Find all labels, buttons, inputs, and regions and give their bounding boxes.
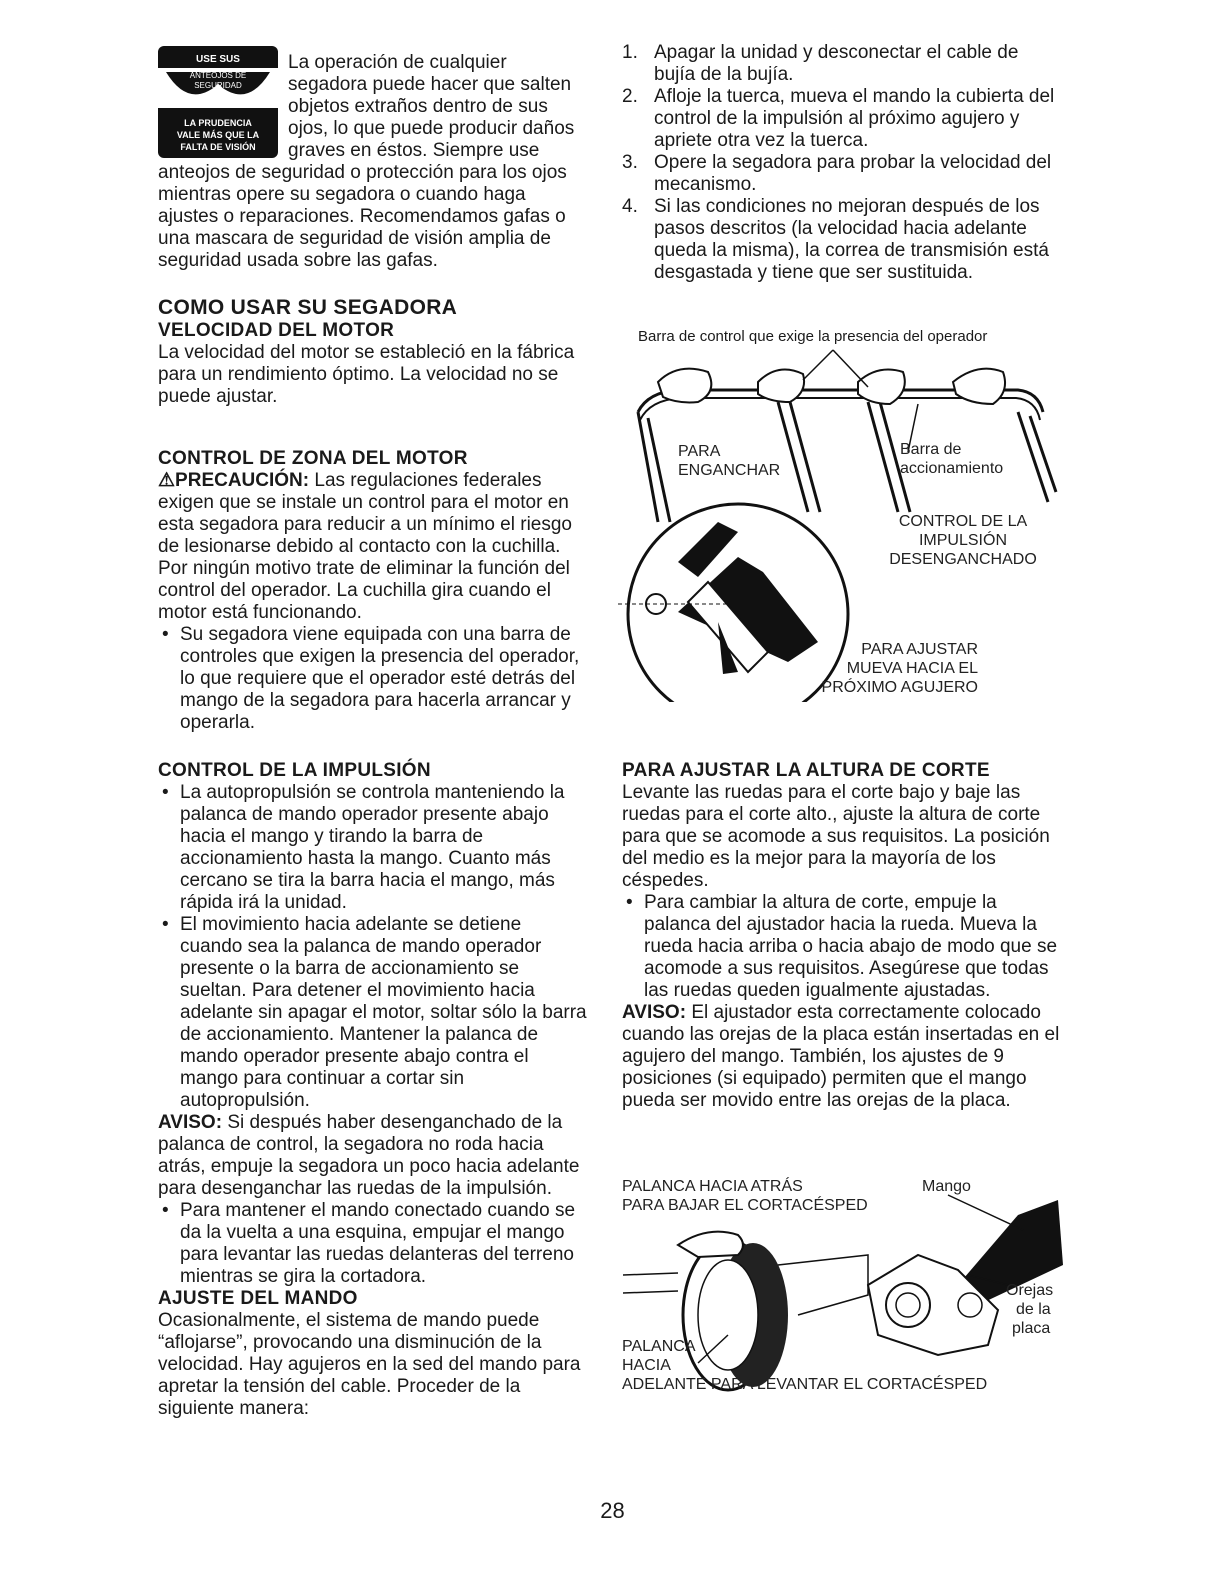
step-4-number: 4. xyxy=(622,196,638,217)
fig2-label-orejas-1: Orejas xyxy=(1006,1282,1054,1299)
fig1-label-control-2: IMPULSIÓN xyxy=(918,532,1007,549)
altura-aviso-text: El ajustador esta correctamente colocado cuando las orejas de la placa están insertadas en el agujero del mango. También, los ajustes de 9 posiciones (si equipado) permiten que el mango pueda ser movido entre las orejas de la placa. xyxy=(622,1002,1060,1111)
step-1 xyxy=(622,42,1062,86)
fig1-label-control-3: DESENGANCHADO xyxy=(889,551,1037,568)
fig2-label-palanca-2: HACIA xyxy=(622,1357,671,1374)
aviso-paragraph xyxy=(158,1112,588,1200)
fig2-label-orejas-3: placa xyxy=(1012,1320,1051,1337)
step-3 xyxy=(622,152,1062,196)
altura-text: Levante las ruedas para el corte bajo y baje las ruedas para el corte alto., ajuste la altura de corte para que se acomode a sus requisitos. La posición del medio es la mejor para la mayoría de los céspedes. xyxy=(622,782,1050,891)
fig2-label-atras-1: PALANCA HACIA ATRÁS xyxy=(622,1178,803,1195)
velocidad-text: La velocidad del motor se estableció en la fábrica para un rendimiento óptimo. La velocidad no se puede ajustar. xyxy=(158,342,575,407)
step-2-number: 2. xyxy=(622,86,638,107)
precaucion-text: Las regulaciones federales exigen que se instale un control para el motor en esta segadora para reducir a un mínimo el riesgo de lesionarse debido al contacto con la cuchilla. Por ningún motivo trate de eliminar la función del control del operador. La cuchilla gira cuando el motor está funcionando. xyxy=(158,470,573,623)
aviso-label: AVISO: xyxy=(158,1112,223,1133)
impulsion-bullet-2: • El movimiento hacia adelante se detiene cuando sea la palanca de mando operador presente o la barra de accionamiento se sueltan. Para detener el movimiento hacia adelante sin apagar el motor, soltar sólo la barra de accionamiento. Mantener la palanca de mando operador presente abajo contra el mango para continuar a cortar sin autopropulsión. xyxy=(158,914,588,1112)
fig2-label-palanca-1: PALANCA xyxy=(622,1338,696,1355)
ajuste-heading: AJUSTE DEL MANDO xyxy=(158,1288,358,1309)
impulsion-bullet-3: • Para mantener el mando conectado cuando se da la vuelta a una esquina, empujar el mango para levantar las ruedas delanteras del terreno mientras se gira la cortadora. xyxy=(158,1200,588,1288)
velocidad-heading: VELOCIDAD DEL MOTOR xyxy=(158,320,395,341)
fig2-label-atras-2: PARA BAJAR EL CORTACÉSPED xyxy=(622,1197,868,1214)
ajuste-text: Ocasionalmente, el sistema de mando puede “aflojarse”, provocando una disminución de la velocidad. Hay agujeros en la sed del mando para apretar la tensión del cable. Proceder de la siguiente manera: xyxy=(158,1310,581,1419)
fig1-caption: Barra de control que exige la presencia del operador xyxy=(638,328,988,345)
step-3-text: Opere la segadora para probar la velocidad del mecanismo. xyxy=(654,152,1052,195)
altura-bullet: • Para cambiar la altura de corte, empuje la palanca del ajustador hacia la rueda. Mueva la rueda hacia arriba o hacia abajo de modo que se acomode a sus requisitos. Asegúrese que todas las ruedas queden igualmente ajustadas. xyxy=(622,892,1062,1002)
steps-list xyxy=(622,42,1062,284)
step-1-number: 1. xyxy=(622,42,638,63)
step-2-text: Afloje la tuerca, mueva el mando la cubierta del control de la impulsión al próximo agujero y apriete otra vez la tuerca. xyxy=(654,86,1055,151)
impulsion-heading: CONTROL DE LA IMPULSIÓN xyxy=(158,760,431,781)
right-column xyxy=(622,42,1062,284)
fig1-label-ajustar-3: PRÓXIMO AGUJERO xyxy=(821,679,978,696)
fig1-label-ajustar-1: PARA AJUSTAR xyxy=(861,641,978,658)
step-3-number: 3. xyxy=(622,152,638,173)
page-number: 28 xyxy=(600,1498,625,1523)
altura-aviso-paragraph xyxy=(622,1002,1062,1112)
safety-intro-text: La operación de cualquier segadora puede hacer que salten objetos extraños dentro de sus ojos, lo que puede producir daños graves en éstos. Siempre use anteojos de seguridad o protección para los ojos mientras opere su segadora o cuando haga ajustes o reparaciones. Recomendamos gafas o una mascara de seguridad de visión amplia de seguridad usada sobre las gafas. xyxy=(158,52,575,271)
fig1-label-barra-2: accionamiento xyxy=(900,460,1004,477)
badge-line3: SEGURIDAD xyxy=(194,81,242,90)
altura-heading: PARA AJUSTAR LA ALTURA DE CORTE xyxy=(622,760,990,781)
fig1-label-para: PARA xyxy=(678,443,721,460)
step-2 xyxy=(622,86,1062,152)
badge-line1: USE SUS xyxy=(196,54,240,65)
main-heading: COMO USAR SU SEGADORA xyxy=(158,296,458,319)
badge-line6: FALTA DE VISIÓN xyxy=(180,142,256,152)
fig2-label-mango: Mango xyxy=(922,1178,971,1195)
aviso-text: Si después haber desenganchado de la palanca de control, la segadora no roda hacia atrás, empuje la segadora un poco hacia adelante para desenganchar las ruedas de la impulsión. xyxy=(158,1112,580,1199)
fig1-label-barra-1: Barra de xyxy=(900,441,962,458)
safety-glasses-badge-icon xyxy=(158,46,278,158)
precaucion-paragraph xyxy=(158,470,588,624)
drive-control-figure xyxy=(618,322,1058,702)
fig2-label-adelante: ADELANTE PARA LEVANTAR EL CORTACÉSPED xyxy=(622,1376,988,1393)
zona-heading: CONTROL DE ZONA DEL MOTOR xyxy=(158,448,468,469)
fig1-label-control-1: CONTROL DE LA xyxy=(898,513,1028,530)
fig2-label-orejas-2: de la xyxy=(1016,1301,1051,1318)
badge-line4: LA PRUDENCIA xyxy=(184,118,252,128)
impulsion-bullet-1: • La autopropulsión se controla manteniendo la palanca de mando operador presente abajo hacia el mango y tirando la barra de accionamiento hasta la mango. Cuanto más cercano se tira la barra hacia el mango, más rápida irá la unidad. xyxy=(158,782,588,914)
fig1-label-ajustar-2: MUEVA HACIA EL xyxy=(846,660,978,677)
altura-aviso-label: AVISO: xyxy=(622,1002,687,1023)
badge-line5: VALE MÁS QUE LA xyxy=(176,130,260,140)
step-4 xyxy=(622,196,1062,284)
height-adjuster-figure xyxy=(618,1175,1068,1405)
warning-triangle-icon: ⚠ xyxy=(158,470,176,491)
badge-line2: ANTEOJOS DE xyxy=(189,71,247,80)
precaucion-label: PRECAUCIÓN: xyxy=(175,470,310,491)
step-4-text: Si las condiciones no mejoran después de los pasos descritos (la velocidad hacia adelante queda la misma), la correa de transmisión está desgastada y tiene que ser sustituida. xyxy=(654,196,1049,283)
fig1-label-enganchar: ENGANCHAR xyxy=(678,462,781,479)
altura-section xyxy=(622,760,1062,1112)
zona-bullet: • Su segadora viene equipada con una barra de controles que exigen la presencia del operador, lo que requiere que el operador esté detrás del mango de la segadora para hacerla arrancar y operarla. xyxy=(158,624,588,734)
left-column xyxy=(158,42,588,1420)
step-1-text: Apagar la unidad y desconectar el cable de bujía de la bujía. xyxy=(654,42,1019,85)
